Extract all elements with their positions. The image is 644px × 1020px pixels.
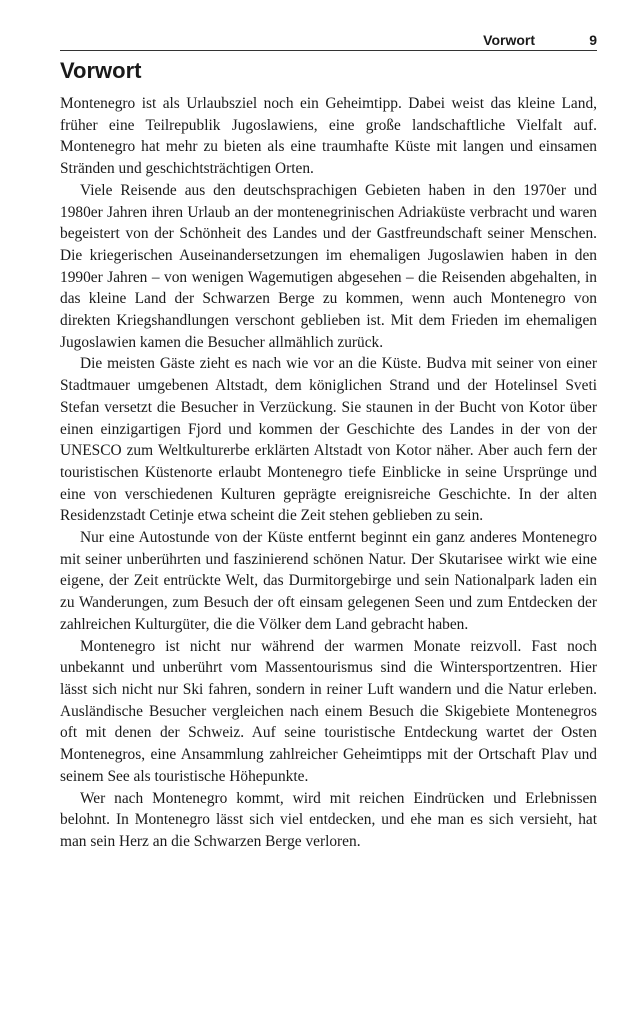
paragraph: Viele Reisende aus den deutschsprachigen Gebieten haben in den 1970er und 1980er Jahren ihren Urlaub an der montenegrinischen Adriaküste verbracht und waren begeistert von der Schönheit des Landes und der Gastfreundschaft seiner Menschen. Die kriegerischen Auseinandersetzungen im ehemaligen Jugoslawien haben in den 1990er Jahren – von wenigen Wagemutigen abgesehen – die Reisenden abgehalten, in das kleine Land der Schwarzen Berge zu kommen, wenn auch Montenegro von direkten Kriegshandlungen verschont geblieben ist. Mit dem Frieden im ehemaligen Jugoslawien kamen die Besucher allmählich zurück. (60, 181, 597, 351)
paragraph: Wer nach Montenegro kommt, wird mit reichen Eindrücken und Erlebnissen belohnt. In Montenegro lässt sich viel entdecken, und ehe man es sich versieht, hat man sein Herz an die Schwarzen Berge verloren. (60, 789, 597, 850)
body-text (60, 93, 597, 853)
paragraph: Montenegro ist als Urlaubsziel noch ein Geheimtipp. Dabei weist das kleine Land, früher eine Teilrepublik Jugoslawiens, eine große landschaftliche Vielfalt auf. Montenegro hat mehr zu bieten als eine traumhafte Küste mit langen und einsamen Stränden und geschichtsträchtigen Orten. (60, 95, 597, 178)
page-number: 9 (589, 32, 597, 48)
running-header (60, 30, 597, 51)
paragraph: Nur eine Autostunde von der Küste entfernt beginnt ein ganz anderes Montenegro mit seiner unberührten und faszinierend schönen Natur. Der Skutarisee wirkt wie eine eigene, der Zeit entrückte Welt, das Durmitorgebirge und sein Nationalpark laden ein zu Wanderungen, zum Besuch der oft einsam gelegenen Seen und zum Entdecken der zahlreichen Kulturgüter, die die Völker dem Land gebracht haben. (60, 529, 597, 633)
running-header-section: Vorwort (483, 32, 535, 48)
book-page (60, 0, 597, 1020)
paragraph: Montenegro ist nicht nur während der warmen Monate reizvoll. Fast noch unbekannt und unberührt vom Massentourismus sind die Wintersportzentren. Hier lässt sich nicht nur Ski fahren, sondern in reiner Luft wandern und die Natur erleben. Ausländische Besucher vergleichen nach einem Besuch die Skigebiete Montenegros oft mit denen der Schweiz. Auf seine touristische Entdeckung wartet der Osten Montenegros, eine Ansammlung zahlreicher Geheimtipps mit der Ortschaft Plav und seinem See als touristische Höhepunkte. (60, 637, 597, 785)
paragraph: Die meisten Gäste zieht es nach wie vor an die Küste. Budva mit seiner von einer Stadtmauer umgebenen Altstadt, dem königlichen Strand und der Hotelinsel Sveti Stefan versetzt die Besucher in Verzückung. Sie staunen in der Bucht von Kotor über einen einzigartigen Fjord und kommen der Geschichte des Landes in der von der UNESCO zum Weltkulturerbe erklärten Altstadt von Kotor näher. Aber auch fern der touristischen Küstenorte erlaubt Montenegro tiefe Einblicke in seine Ursprünge und eine von verschiedenen Kulturen geprägte ereignisreiche Geschichte. In der alten Residenzstadt Cetinje etwa scheint die Zeit stehen geblieben zu sein. (60, 355, 597, 525)
chapter-title: Vorwort (60, 58, 142, 83)
